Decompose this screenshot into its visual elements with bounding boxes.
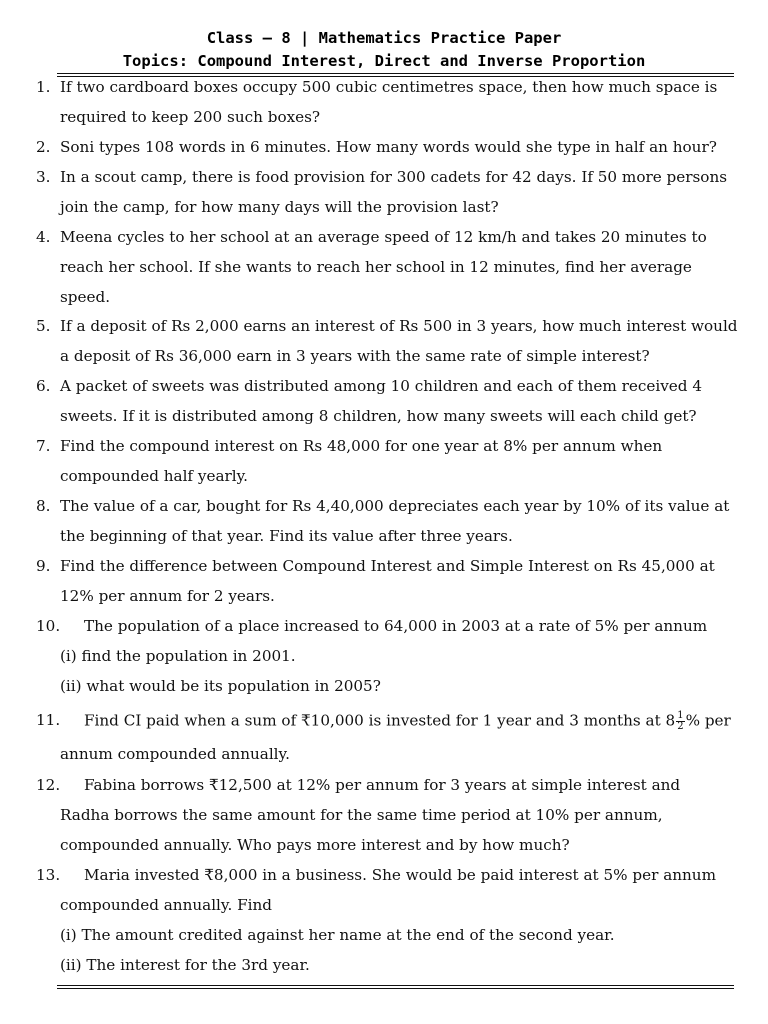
question-text: In a scout camp, there is food provision for 300 cadets for 42 days. If 50 more persons [60, 168, 728, 186]
question-text-tail: % per [685, 711, 731, 730]
question-text: The value of a car, bought for Rs 4,40,000 depreciates each year by 10% of its value at [60, 497, 730, 515]
question-subpart: (ii) what would be its population in 2005? [60, 677, 381, 695]
footer-rule-bottom [57, 988, 734, 989]
question-text: Fabina borrows ₹12,500 at 12% per annum for 3 years at simple interest and [84, 776, 681, 794]
question-subpart: (i) find the population in 2001. [60, 647, 296, 665]
question-text: speed. [60, 288, 111, 306]
question-text [84, 711, 731, 732]
question-text: Maria invested ₹8,000 in a business. She would be paid interest at 5% per annum [84, 866, 716, 884]
question-text: compounded annually. Who pays more interest and by how much? [60, 836, 570, 854]
question-number: 3. [36, 168, 51, 186]
question-text: 12% per annum for 2 years. [60, 587, 275, 605]
question-text: the beginning of that year. Find its value after three years. [60, 527, 513, 545]
question-text: Find the difference between Compound Interest and Simple Interest on Rs 45,000 at [60, 557, 715, 575]
question-text: join the camp, for how many days will the provision last? [60, 198, 499, 216]
footer-rule-top [57, 985, 734, 986]
question-text: a deposit of Rs 36,000 earn in 3 years with the same rate of simple interest? [60, 347, 650, 365]
question-text: Find the compound interest on Rs 48,000 for one year at 8% per annum when [60, 437, 663, 455]
question-number: 4. [36, 228, 51, 246]
question-text: sweets. If it is distributed among 8 children, how many sweets will each child get? [60, 407, 697, 425]
question-text: If two cardboard boxes occupy 500 cubic centimetres space, then how much space is [60, 78, 718, 96]
question-number: 6. [36, 377, 51, 395]
page-subtitle: Topics: Compound Interest, Direct and Inverse Proportion [122, 52, 646, 70]
fraction-half [676, 711, 684, 732]
question-text: compounded annually. Find [60, 896, 273, 914]
question-text: Meena cycles to her school at an average speed of 12 km/h and takes 20 minutes to [60, 228, 707, 246]
header-rule-bottom [57, 76, 734, 77]
question-number: 7. [36, 437, 51, 455]
question-text: Radha borrows the same amount for the same time period at 10% per annum, [60, 806, 663, 824]
question-number: 11. [36, 711, 61, 729]
page-title: Class – 8 | Mathematics Practice Paper [206, 29, 562, 47]
question-number: 12. [36, 776, 61, 794]
question-number: 13. [36, 866, 61, 884]
question-text: reach her school. If she wants to reach her school in 12 minutes, find her average [60, 258, 692, 276]
question-text: The population of a place increased to 64,000 in 2003 at a rate of 5% per annum [84, 617, 708, 635]
question-text-main: Find CI paid when a sum of ₹10,000 is invested for 1 year and 3 months at 8 [84, 711, 676, 730]
question-number: 10. [36, 617, 61, 635]
header-rule-top [57, 73, 734, 74]
question-text: compounded half yearly. [60, 467, 249, 485]
question-number: 8. [36, 497, 51, 515]
question-number: 1. [36, 78, 51, 96]
question-text: If a deposit of Rs 2,000 earns an interest of Rs 500 in 3 years, how much interest would [60, 317, 738, 335]
question-subpart: (ii) The interest for the 3rd year. [60, 956, 310, 974]
question-text: required to keep 200 such boxes? [60, 108, 321, 126]
question-number: 2. [36, 138, 51, 156]
question-text: annum compounded annually. [60, 745, 290, 763]
question-text: A packet of sweets was distributed among 10 children and each of them received 4 [60, 377, 702, 395]
question-number: 5. [36, 317, 51, 335]
fraction-numerator: 1 [677, 710, 684, 721]
fraction-denominator: 2 [677, 721, 684, 732]
question-subpart: (i) The amount credited against her name at the end of the second year. [60, 926, 615, 944]
question-number: 9. [36, 557, 51, 575]
question-text: Soni types 108 words in 6 minutes. How many words would she type in half an hour? [60, 138, 717, 156]
